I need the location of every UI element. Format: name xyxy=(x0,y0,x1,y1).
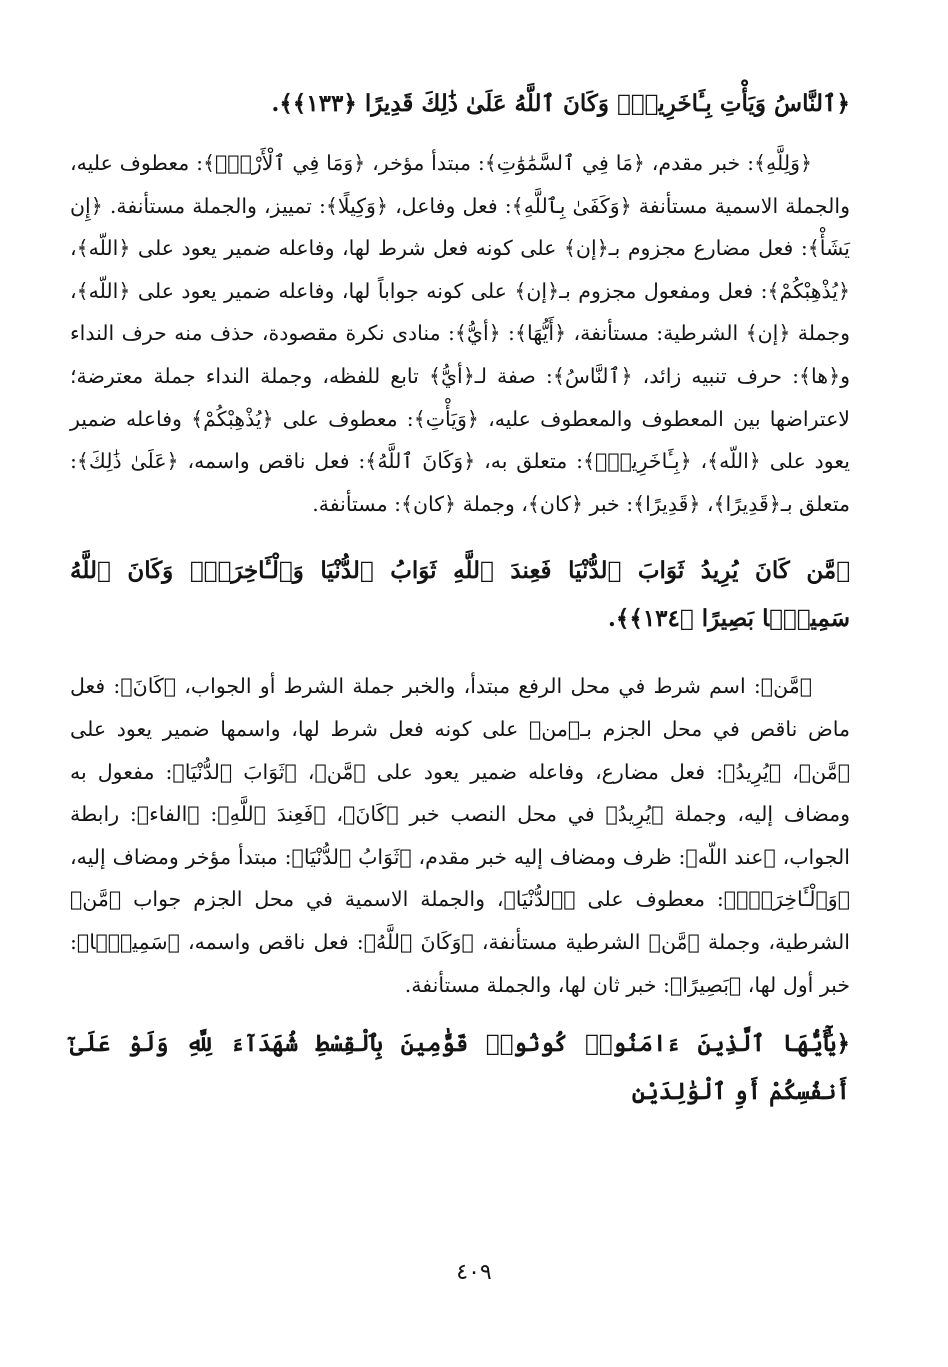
verse-top: ﴿ٱلنَّاسُ وَيَأْتِ بِـَٔاخَرِينَۚ وَكَانَ ٱللَّهُ عَلَىٰ ذَٰلِكَ قَدِيرًا ﴿١٣٣﴾﴾. xyxy=(271,90,850,117)
verse-middle: ﴿مَّن كَانَ يُرِيدُ ثَوَابَ ٱلدُّنْيَا فَعِندَ ٱللَّهِ ثَوَابُ ٱلدُّنْيَا وَٱلْـَٔاخِرَةِۚ وَكَانَ ٱللَّهُ سَمِيعًۢا بَصِيرًا ﴿١٣٤﴾﴾. xyxy=(70,557,850,633)
page-number: ٤٠٩ xyxy=(456,1260,492,1285)
spacer xyxy=(70,643,850,665)
grammar-paragraph-2: ﴿مَّن﴾: اسم شرط في محل الرفع مبتدأ، والخبر جملة الشرط أو الجواب، ﴿كَانَ﴾: فعل ماض ناقص في محل الجزم بـ﴿من﴾ على كونه فعل شرط لها، واسمها ضمير يعود على ﴿مَّن﴾، ﴿يُرِيدُ﴾: فعل مضارع، وفاعله ضمير يعود على ﴿مَّن﴾، ﴿ثَوَابَ ٱلدُّنْيَا﴾: مفعول به ومضاف إليه، وجملة ﴿يُرِيدُ﴾ في محل النصب خبر ﴿كَانَ﴾، ﴿فَعِندَ ٱللَّهِ﴾: ﴿الفاء﴾: رابطة الجواب، ﴿عند اللّه﴾: ظرف ومضاف إليه خبر مقدم، ﴿ثَوَابُ ٱلدُّنْيَا﴾: مبتدأ مؤخر ومضاف إليه، ﴿وَٱلْـَٔاخِرَةِۚ﴾: معطوف على ﴿ٱلدُّنْيَا﴾، والجملة الاسمية في محل الجزم جواب ﴿مَّن﴾ الشرطية، وجملة ﴿مَّن﴾ الشرطية مستأنفة، ﴿وَكَانَ ٱللَّهُ﴾: فعل ناقص واسمه، ﴿سَمِيعًۢا﴾: خبر أول لها، ﴿بَصِيرًا﴾: خبر ثان لها، والجملة مستأنفة. xyxy=(70,674,850,997)
page-body xyxy=(70,80,850,1116)
spacer xyxy=(70,1006,850,1020)
verse-bottom: ﴿يَٰٓأَيُّهَا ٱلَّذِينَ ءَامَنُوا۟ كُونُوا۟ قَوَّٰمِينَ بِٱلْقِسْطِ شُهَدَآءَ لِلَّهِ وَلَوْ عَلَىٰٓ أَنفُسِكُمْ أَوِ ٱلْوَٰلِدَيْنِ xyxy=(70,1030,850,1106)
grammar-paragraph-1: ﴿وَلِلَّهِ﴾: خبر مقدم، ﴿مَا فِي ٱلسَّمَٰوَٰتِ﴾: مبتدأ مؤخر، ﴿وَمَا فِي ٱلْأَرْضِۚ﴾: معطوف عليه، والجملة الاسمية مستأنفة ﴿وَكَفَىٰ بِٱللَّهِ﴾: فعل وفاعل، ﴿وَكِيلًا﴾: تمييز، والجملة مستأنفة. ﴿إِن يَشَأْ﴾: فعل مضارع مجزوم بـ﴿إن﴾ على كونه فعل شرط لها، وفاعله ضمير يعود على ﴿اللّه﴾، ﴿يُذْهِبْكُمْ﴾: فعل ومفعول مجزوم بـ﴿إن﴾ على كونه جواباً لها، وفاعله ضمير يعود على ﴿اللّه﴾، وجملة ﴿إن﴾ الشرطية: مستأنفة، ﴿أَيُّهَا﴾: ﴿أيُّ﴾: منادى نكرة مقصودة، حذف منه حرف النداء و﴿ها﴾: حرف تنبيه زائد، ﴿ٱلنَّاسُ﴾: صفة لـ﴿أيُّ﴾ تابع للفظه، وجملة النداء جملة معترضة؛ لاعتراضها بين المعطوف والمعطوف عليه، ﴿وَيَأْتِ﴾: معطوف على ﴿يُذْهِبْكُمْ﴾ وفاعله ضمير يعود على ﴿اللّه﴾، ﴿بِـَٔاخَرِينَۚ﴾: متعلق به، ﴿وَكَانَ ٱللَّهُ﴾: فعل ناقص واسمه، ﴿عَلَىٰ ذَٰلِكَ﴾: متعلق بـ﴿قَدِيرًا﴾، ﴿قَدِيرًا﴾: خبر ﴿كان﴾، وجملة ﴿كان﴾: مستأنفة. xyxy=(70,151,850,516)
spacer xyxy=(70,525,850,547)
spacer xyxy=(70,128,850,142)
